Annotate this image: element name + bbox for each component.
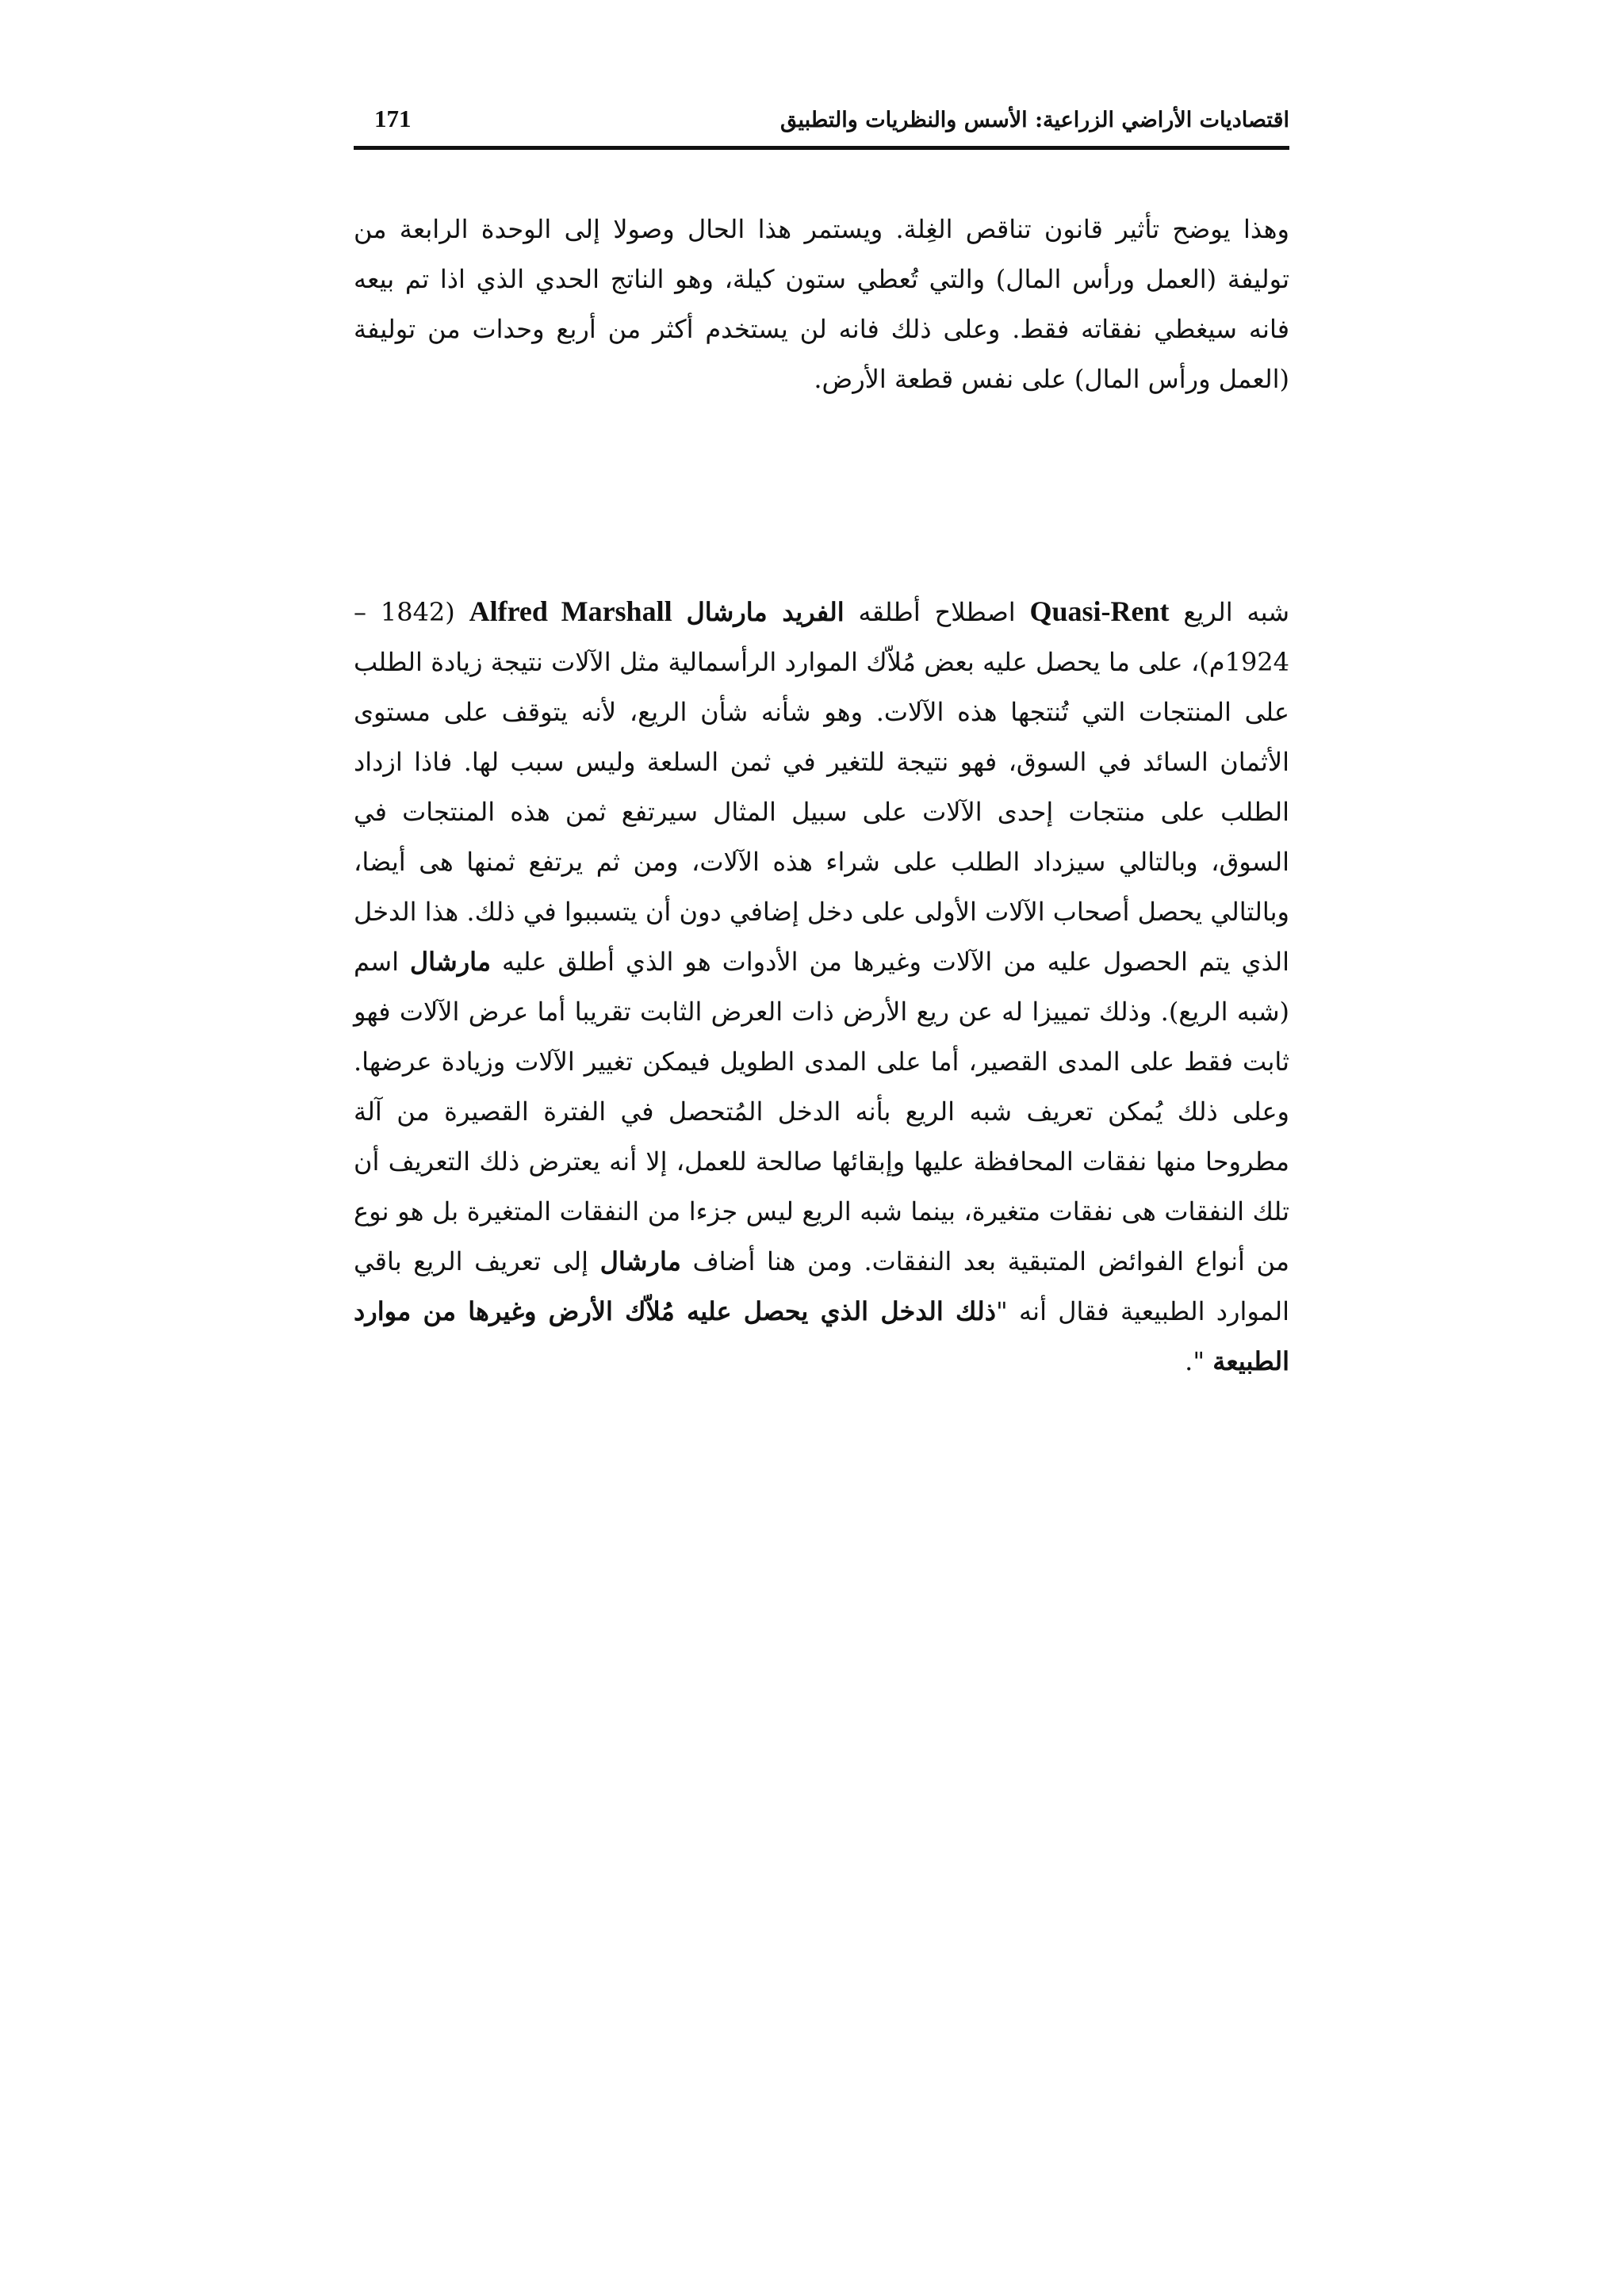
marshall-name-en: Alfred Marshall (469, 595, 672, 627)
text-segment: اسم (شبه الريع). وذلك تمييزا له عن ريع الأرض ذات العرض الثابت تقريبا أما عرض الآلات فهو ثابت فقط على المدى القصير، أما على المدى الطويل فيمكن تغيير الآلات وزيادة عرضها. وعلى ذلك يُمكن تعريف شبه الريع بأنه الدخل المُتحصل في الفترة القصيرة من آلة مطروحا منها نفقات المحافظة عليها وإبقائها صالحة للعمل، إلا أنه يعترض ذلك التعريف أن تلك النفقات هى نفقات متغيرة، بينما شبه الريع ليس جزءا من النفقات المتغيرة بل هو نوع من أنواع الفوائض المتبقية بعد النفقات. ومن هنا أضاف (354, 947, 1290, 1276)
paragraph-1: وهذا يوضح تأثير قانون تناقص الغِلة. ويستمر هذا الحال وصولا إلى الوحدة الرابعة من توليفة (العمل ورأس المال) والتي تُعطي ستون كيلة، وهو الناتج الحدي الذي اذا تم بيعه فانه سيغطي نفقاته فقط. وعلى ذلك فانه لن يستخدم أكثر من أربع وحدات من توليفة (العمل ورأس المال) على نفس قطعة الأرض. (354, 214, 1289, 394)
text-segment: ". (1185, 1346, 1205, 1376)
header-rule (354, 146, 1289, 150)
marshall-name-bold: مارشال (409, 947, 492, 977)
quasi-rent-term-en: Quasi-Rent (1029, 595, 1170, 627)
text-segment: (1842 – 1924م)، على ما يحصل عليه بعض مُلاّك الموارد الرأسمالية مثل الآلات نتيجة زيادة الطلب على المنتجات التي تُنتجها هذه الآلات. وهو شأنه شأن الريع، لأنه يتوقف على مستوى الأثمان السائد في السوق، فهو نتيجة للتغير في ثمن السلعة وليس سبب لها. فاذا ازداد الطلب على منتجات إحدى الآلات على سبيل المثال سيرتفع ثمن هذه المنتجات في السوق، وبالتالي سيزداد الطلب على شراء هذه الآلات، ومن ثم يرتفع ثمنها هى أيضا، وبالتالي يحصل أصحاب الآلات الأولى على دخل إضافي دون أن يتسببوا في ذلك. هذا الدخل الذي يتم الحصول عليه من الآلات وغيرها من الأدوات هو الذي أطلق عليه (354, 597, 1290, 977)
marshall-name-bold: مارشال (599, 1246, 681, 1276)
marshall-name-ar: الفريد مارشال (686, 597, 845, 627)
header-title: اقتصاديات الأراضي الزراعية: الأسس والنظريات والتطبيق (779, 108, 1289, 132)
marshall-definition-quote: ذلك الدخل الذي يحصل عليه مُلاّك الأرض وغيرها من موارد الطبيعة (354, 1296, 1289, 1376)
running-header (354, 101, 1289, 149)
paragraph-2 (354, 587, 1289, 1387)
text-segment: إلى تعريف الريع باقي الموارد الطبيعية فقال أنه " (354, 1246, 1290, 1326)
quasi-rent-term-ar: شبه الريع (1183, 597, 1290, 627)
text-segment: اصطلاح أطلقه (858, 597, 1016, 627)
page-number: 171 (374, 105, 412, 132)
